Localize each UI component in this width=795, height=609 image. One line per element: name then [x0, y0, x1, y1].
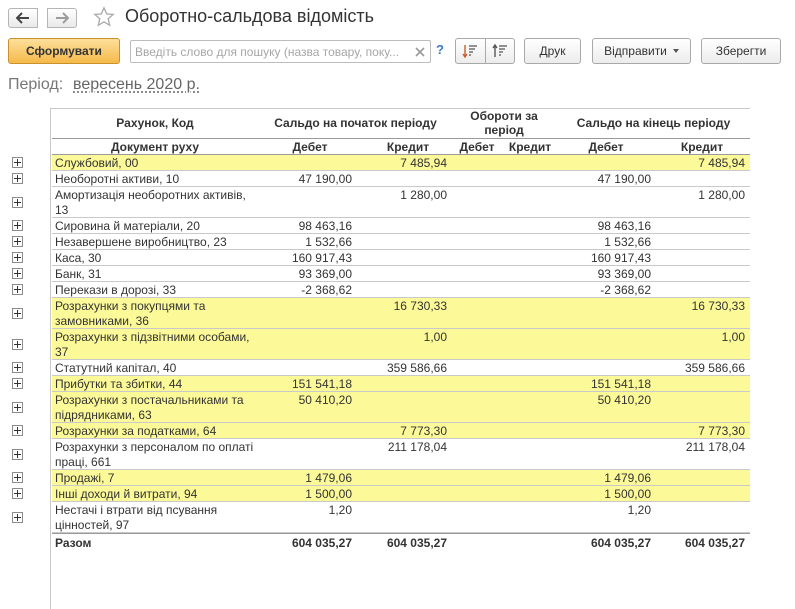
page-title: Оборотно-сальдова відомість — [125, 6, 374, 26]
cell-open-credit: 16 730,33 — [393, 299, 447, 313]
account-name: Розрахунки з постачальниками та підрядниками, 63 — [55, 393, 244, 422]
print-button[interactable]: Друк — [524, 38, 581, 64]
header-divider — [52, 138, 750, 139]
cell-close-debit: 98 463,16 — [597, 219, 651, 233]
clear-search-icon[interactable] — [413, 45, 427, 59]
account-name: Амортизація необоротних активів, 13 — [55, 188, 246, 217]
table-row[interactable] — [52, 376, 750, 392]
cell-close-debit: 1,20 — [627, 503, 651, 517]
forward-button[interactable] — [47, 8, 77, 28]
cell-close-debit: 160 917,43 — [590, 251, 651, 265]
cell-open-credit: 1 280,00 — [400, 188, 447, 202]
chevron-down-icon — [673, 49, 679, 53]
cell-close-debit: 1 500,00 — [604, 487, 651, 501]
save-button[interactable]: Зберегти — [701, 38, 781, 64]
account-name: Розрахунки з покупцями та замовниками, 36 — [55, 299, 206, 328]
total-row — [52, 533, 750, 551]
header-opening-balance: Сальдо на початок періоду — [274, 116, 437, 130]
account-name: Перекази в дорозі, 33 — [55, 283, 177, 297]
table-row[interactable] — [52, 439, 750, 470]
cell-open-credit: 7 773,30 — [400, 424, 447, 438]
cell-open-debit: 160 917,43 — [291, 251, 352, 265]
cell-close-debit: 1 532,66 — [604, 235, 651, 249]
report-top-border — [50, 108, 750, 109]
header-turn-debit: Дебет — [459, 140, 495, 154]
header-account: Рахунок, Код — [116, 116, 194, 130]
account-name: Інші доходи й витрати, 94 — [55, 487, 198, 501]
expand-icon[interactable] — [12, 339, 23, 350]
table-row[interactable] — [52, 218, 750, 234]
table-row[interactable] — [52, 423, 750, 439]
cell-open-debit: 1,20 — [328, 503, 352, 517]
header-document: Документ руху — [110, 140, 200, 154]
header-turn-credit: Кредит — [508, 140, 552, 154]
cell-close-credit: 7 485,94 — [698, 156, 745, 170]
header-close-credit: Кредит — [680, 140, 724, 154]
cell-open-credit: 359 586,66 — [386, 361, 447, 375]
cell-open-debit: 93 369,00 — [298, 267, 352, 281]
header-open-debit: Дебет — [292, 140, 328, 154]
expand-icon[interactable] — [12, 236, 23, 247]
cell-open-credit: 1,00 — [423, 330, 447, 344]
report-left-border — [50, 108, 51, 609]
star-icon[interactable] — [93, 6, 115, 28]
help-icon[interactable]: ? — [436, 42, 444, 57]
account-name: Продажі, 7 — [55, 471, 115, 485]
cell-open-debit: 151 541,18 — [291, 377, 352, 391]
expand-icon[interactable] — [12, 512, 23, 523]
table-row[interactable] — [52, 360, 750, 376]
table-row[interactable] — [52, 171, 750, 187]
table-row[interactable] — [52, 234, 750, 250]
arrow-right-icon — [55, 12, 69, 24]
account-name: Незавершене виробництво, 23 — [55, 235, 227, 249]
account-name: Службовий, 00 — [55, 156, 139, 170]
cell-open-debit: 50 410,20 — [298, 393, 352, 407]
total-open-debit: 604 035,27 — [291, 536, 352, 550]
account-name: Нестачі і втрати від псування цінностей, 97 — [55, 503, 218, 532]
expand-icon[interactable] — [12, 173, 23, 184]
cell-open-debit: 1 479,06 — [305, 471, 352, 485]
cell-open-debit: 1 532,66 — [305, 235, 352, 249]
account-name: Необоротні активи, 10 — [55, 172, 180, 186]
cell-open-debit: -2 368,62 — [301, 283, 352, 297]
expand-icon[interactable] — [12, 488, 23, 499]
expand-icon[interactable] — [12, 157, 23, 168]
period-link[interactable]: вересень 2020 р. — [73, 76, 200, 93]
table-row[interactable] — [52, 502, 750, 533]
cell-open-debit: 47 190,00 — [298, 172, 352, 186]
account-name: Статутний капітал, 40 — [55, 361, 177, 375]
cell-close-credit: 16 730,33 — [691, 299, 745, 313]
cell-close-debit: 93 369,00 — [597, 267, 651, 281]
account-name: Сировина й матеріали, 20 — [55, 219, 200, 233]
header-closing-balance: Сальдо на кінець періоду — [576, 116, 731, 130]
account-name: Банк, 31 — [55, 267, 102, 281]
generate-button[interactable]: Сформувати — [8, 38, 120, 64]
total-close-debit: 604 035,27 — [590, 536, 651, 550]
table-row[interactable] — [52, 298, 750, 329]
expand-icon[interactable] — [12, 220, 23, 231]
expand-icon[interactable] — [12, 308, 23, 319]
cell-close-debit: 1 479,06 — [604, 471, 651, 485]
cell-open-credit: 7 485,94 — [400, 156, 447, 170]
account-name: Каса, 30 — [55, 251, 102, 265]
sort-descending-icon[interactable] — [462, 43, 478, 59]
table-row[interactable] — [52, 187, 750, 218]
total-close-credit: 604 035,27 — [684, 536, 745, 550]
expand-icon[interactable] — [12, 284, 23, 295]
table-row[interactable] — [52, 486, 750, 502]
cell-open-debit: 98 463,16 — [298, 219, 352, 233]
cell-close-credit: 1 280,00 — [698, 188, 745, 202]
expand-icon[interactable] — [12, 472, 23, 483]
expand-icon[interactable] — [12, 449, 23, 460]
cell-close-debit: 47 190,00 — [597, 172, 651, 186]
account-name: Прибутки та збитки, 44 — [55, 377, 183, 391]
total-open-credit: 604 035,27 — [386, 536, 447, 550]
send-button-label: Відправити — [604, 44, 667, 58]
expand-icon[interactable] — [12, 425, 23, 436]
send-button[interactable] — [592, 38, 691, 64]
table-row[interactable] — [52, 282, 750, 298]
table-row[interactable] — [52, 266, 750, 282]
cell-close-debit: 151 541,18 — [590, 377, 651, 391]
table-row[interactable] — [52, 392, 750, 423]
table-row[interactable] — [52, 329, 750, 360]
sort-buttons — [455, 38, 515, 64]
account-name: Розрахунки з персоналом по оплаті праці, 661 — [55, 440, 254, 469]
account-name: Розрахунки з підзвітними особами, 37 — [55, 330, 250, 359]
back-button[interactable] — [8, 8, 38, 28]
total-label: Разом — [55, 536, 92, 550]
expand-icon[interactable] — [12, 362, 23, 373]
header-close-debit: Дебет — [588, 140, 624, 154]
cell-open-credit: 211 178,04 — [387, 440, 447, 454]
expand-icon[interactable] — [12, 197, 23, 208]
cell-close-debit: 50 410,20 — [597, 393, 651, 407]
cell-close-credit: 211 178,04 — [685, 440, 745, 454]
sort-ascending-icon[interactable] — [492, 43, 508, 59]
arrow-left-icon — [16, 12, 30, 24]
cell-close-credit: 1,00 — [721, 330, 745, 344]
expand-icon[interactable] — [12, 268, 23, 279]
header-open-credit: Кредит — [386, 140, 430, 154]
cell-close-credit: 7 773,30 — [698, 424, 745, 438]
expand-icon[interactable] — [12, 402, 23, 413]
table-row[interactable] — [52, 470, 750, 486]
cell-close-debit: -2 368,62 — [600, 283, 651, 297]
expand-icon[interactable] — [12, 378, 23, 389]
account-name: Розрахунки за податками, 64 — [55, 424, 217, 438]
cell-close-credit: 359 586,66 — [684, 361, 745, 375]
search-input[interactable] — [130, 40, 431, 63]
header-turnover: Обороти за період — [470, 109, 538, 137]
table-row[interactable] — [52, 155, 750, 171]
period-label: Період: — [8, 76, 64, 93]
expand-icon[interactable] — [12, 252, 23, 263]
table-row[interactable] — [52, 250, 750, 266]
cell-open-debit: 1 500,00 — [305, 487, 352, 501]
